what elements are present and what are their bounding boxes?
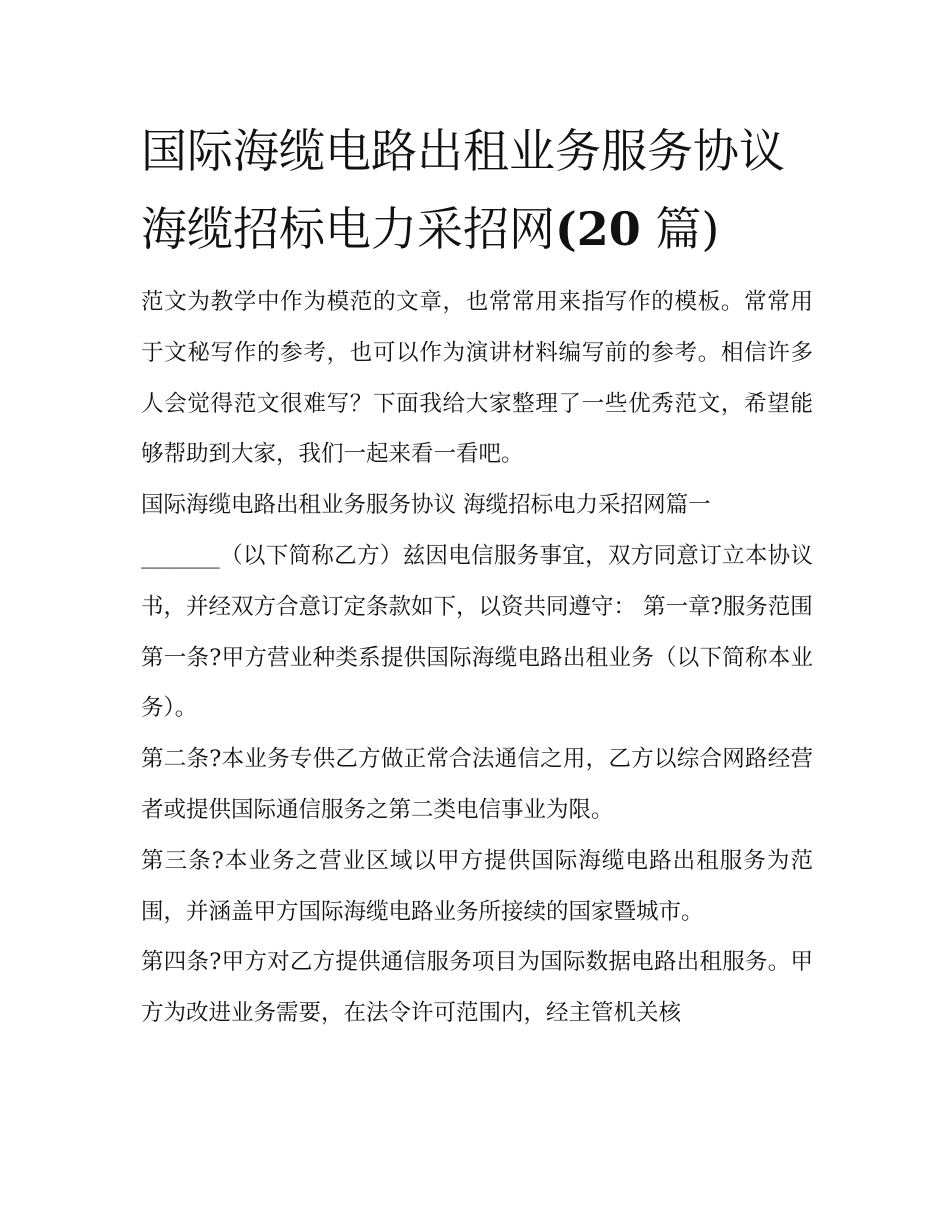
title-text-count: (20 xyxy=(555,202,641,256)
paragraph-section-heading: 国际海缆电路出租业务服务协议 海缆招标电力采招网篇一 xyxy=(141,492,711,519)
paragraph-article-1: 第一条?甲方营业种类系提供国际海缆电路出租业务（以下简称本业务）。 xyxy=(141,644,813,722)
title-text-suffix: 篇) xyxy=(640,202,720,256)
document-content xyxy=(141,112,813,1039)
title-text-chinese: 国际海缆电路出租业务服务协议 海缆招标电力采招网 xyxy=(141,124,785,256)
document-title xyxy=(141,112,813,268)
paragraph-intro: 范文为教学中作为模范的文章，也常常用来指写作的模板。常常用于文秘写作的参考，也可以作为演讲材料编写前的参考。相信许多人会觉得范文很难写？下面我给大家整理了一些优秀范文，希望能够帮助到大家，我们一起来看一看吧。 xyxy=(141,289,813,468)
paragraph-article-3: 第三条?本业务之营业区域以甲方提供国际海缆电路出租服务为范围，并涵盖甲方国际海缆电路业务所接续的国家暨城市。 xyxy=(141,847,813,925)
paragraph-article-4: 第四条?甲方对乙方提供通信服务项目为国际数据电路出租服务。甲方为改进业务需要，在法令许可范围内，经主管机关核 xyxy=(141,949,813,1027)
paragraph-article-2: 第二条?本业务专供乙方做正常合法通信之用，乙方以综合网路经营者或提供国际通信服务之第二类电信事业为限。 xyxy=(141,746,813,823)
paragraph-parties: _______（以下简称乙方）兹因电信服务事宜，双方同意订立本协议书，并经双方合意订定条款如下，以资共同遵守： 第一章?服务范围 xyxy=(141,542,813,620)
